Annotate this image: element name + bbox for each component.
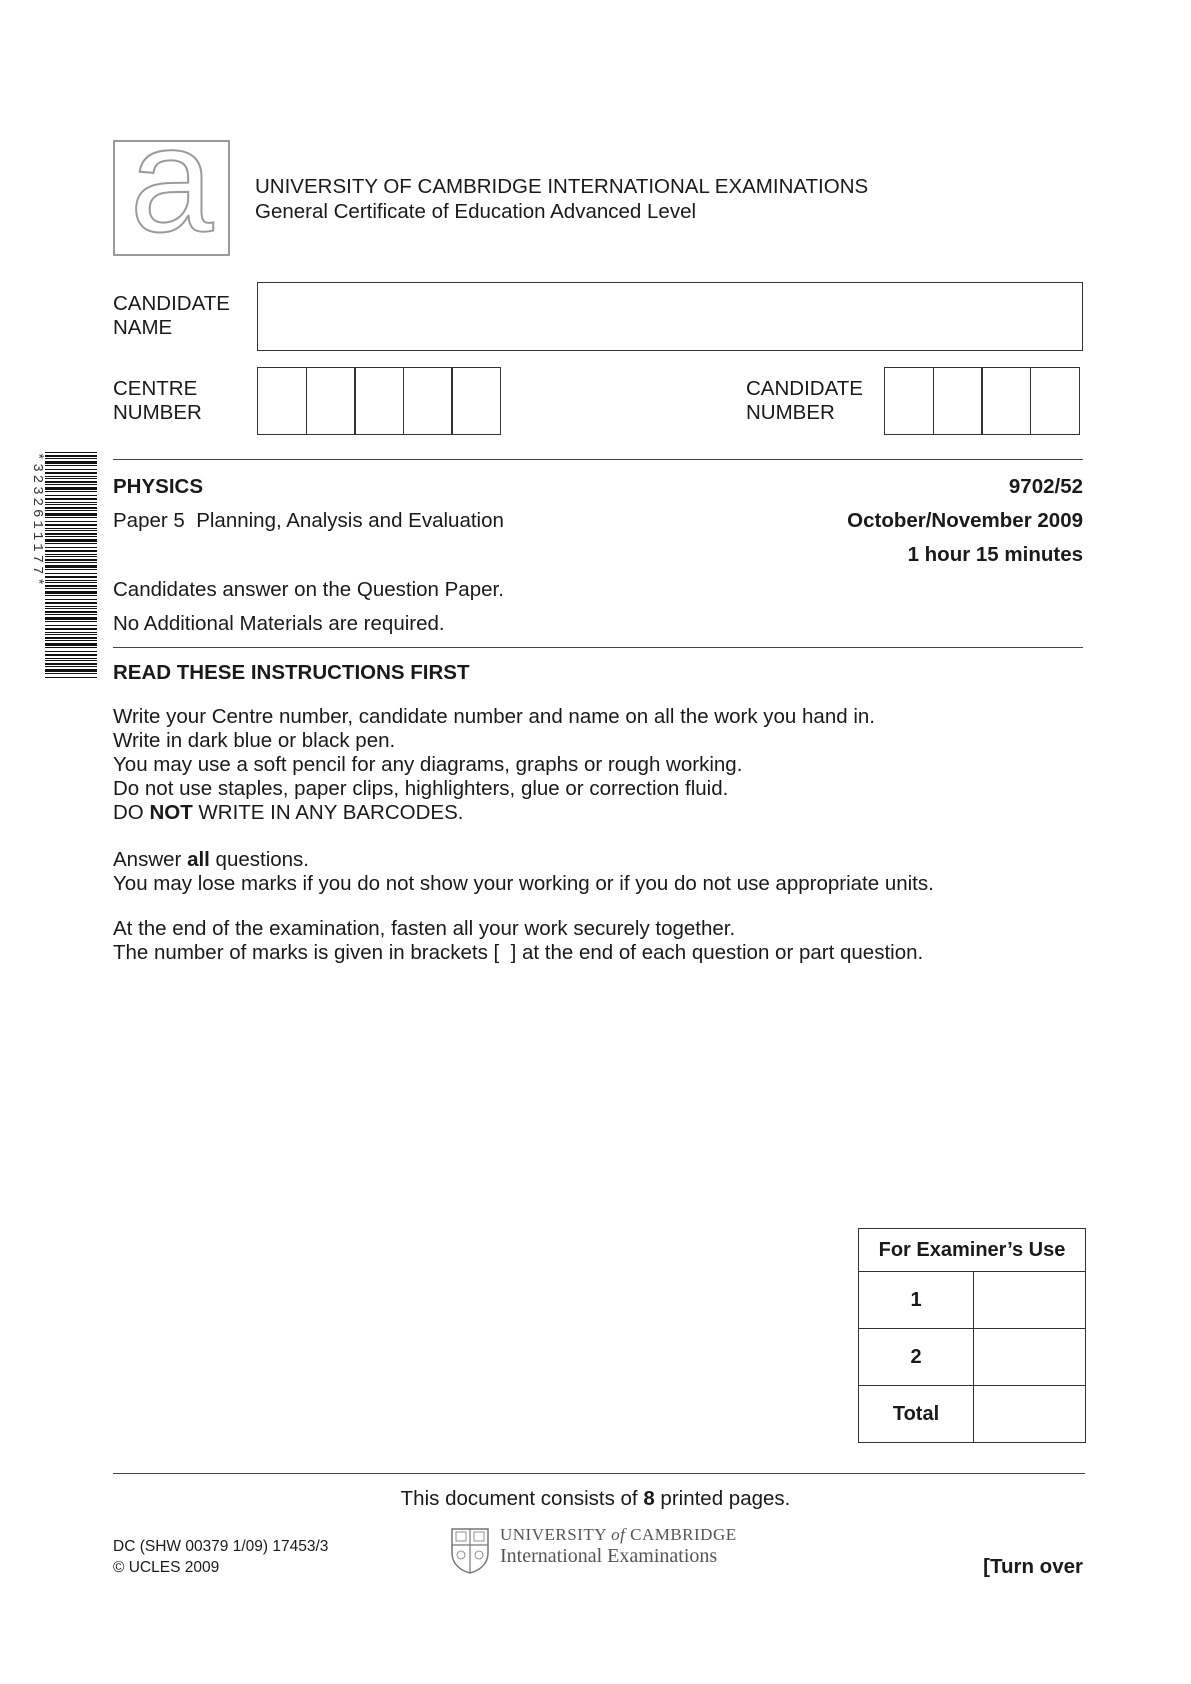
centre-number-label: CENTRE NUMBER — [113, 377, 202, 424]
barcode-bar — [45, 628, 97, 630]
barcode-bar — [45, 606, 97, 607]
digit-cell[interactable] — [403, 367, 453, 435]
barcode-bar — [45, 625, 97, 626]
logo-letter: a — [129, 95, 214, 263]
barcode-bar — [45, 521, 97, 522]
university-title: UNIVERSITY OF CAMBRIDGE INTERNATIONAL EXAMINATIONS — [255, 175, 869, 198]
digit-cell[interactable] — [884, 367, 934, 435]
question-number: 2 — [859, 1329, 974, 1386]
barcode-bar — [45, 654, 97, 656]
barcode-graphic — [45, 452, 97, 682]
barcode-bar — [45, 640, 97, 641]
barcode-bar — [45, 677, 97, 678]
barcode-bar — [45, 465, 97, 466]
digit-cell[interactable] — [933, 367, 983, 435]
barcode-bar — [45, 673, 97, 674]
barcode-bar — [45, 502, 97, 503]
barcode-bar — [45, 595, 97, 596]
cambridge-crest-icon — [450, 1527, 490, 1575]
barcode-bar — [45, 634, 97, 635]
candidate-name-label: CANDIDATE NAME — [113, 292, 230, 339]
barcode-bar — [45, 666, 97, 667]
answer-location: Candidates answer on the Question Paper. — [113, 578, 504, 601]
barcode-bar — [45, 510, 97, 511]
barcode-bar — [45, 565, 97, 568]
barcode-bar — [45, 658, 97, 659]
barcode-bar — [45, 517, 97, 518]
barcode-bar — [45, 651, 97, 652]
paper-code: 9702/52 — [1008, 475, 1083, 498]
candidate-number-field[interactable] — [884, 367, 1080, 435]
barcode-bar — [45, 591, 97, 594]
barcode-bar — [45, 576, 97, 578]
barcode-bar — [45, 569, 97, 570]
barcode-bar — [45, 632, 97, 633]
instructions-block-2: Answer all questions. You may lose marks if you do not show your working or if you do not use appropriate units. — [113, 848, 934, 895]
barcode-bar — [45, 602, 97, 604]
mark-cell[interactable] — [974, 1329, 1086, 1386]
ucie-wordmark: UNIVERSITY of CAMBRIDGE International Examinations — [500, 1525, 737, 1567]
instructions-block-3: At the end of the examination, fasten all your work securely together. The number of marks is given in brackets [ ] at the end of each question or part question. — [113, 917, 924, 964]
barcode-bar — [45, 539, 97, 542]
mark-cell[interactable] — [974, 1272, 1086, 1329]
examiner-table-title: For Examiner’s Use — [859, 1229, 1086, 1272]
barcode-bar — [45, 507, 97, 509]
barcode-bar — [45, 663, 97, 665]
divider — [113, 647, 1083, 648]
barcode-bar — [45, 528, 97, 529]
page-count: This document consists of 8 printed pages. — [400, 1487, 791, 1510]
barcode-bar — [45, 481, 97, 483]
exam-session: October/November 2009 — [847, 509, 1083, 532]
barcode-bar — [45, 556, 97, 557]
barcode-bar — [45, 458, 97, 459]
barcode-bar — [45, 580, 97, 581]
digit-cell[interactable] — [981, 367, 1031, 435]
barcode-bar — [45, 547, 97, 548]
barcode-bar — [45, 550, 97, 552]
barcode-bar — [45, 530, 97, 531]
examiner-use-table — [858, 1228, 1086, 1443]
divider — [113, 459, 1083, 460]
turn-over: [Turn over — [983, 1555, 1083, 1578]
instructions-block-1: Write your Centre number, candidate number and name on all the work you hand in. Write in dark blue or black pen. You may use a soft pencil for any diagrams, graphs or rough working. Do not use staples, paper clips, highlighters, glue or correction fluid. DO NOT WRITE IN ANY BARCODES. — [113, 705, 875, 824]
divider — [113, 1473, 1085, 1474]
digit-cell[interactable] — [306, 367, 356, 435]
barcode-bar — [45, 637, 97, 639]
barcode-bar — [45, 455, 97, 457]
materials-note: No Additional Materials are required. — [113, 612, 445, 635]
barcode-bar — [45, 582, 97, 583]
barcode-bar — [45, 543, 97, 544]
barcode-bar — [45, 617, 97, 620]
barcode-bar — [45, 573, 97, 574]
digit-cell[interactable] — [257, 367, 307, 435]
barcode-bar — [45, 621, 97, 622]
barcode-bar — [45, 513, 97, 516]
digit-cell[interactable] — [1030, 367, 1080, 435]
barcode-bar — [45, 495, 97, 496]
barcode-bar — [45, 585, 97, 587]
total-cell[interactable] — [974, 1386, 1086, 1443]
paper-title: Paper 5 Planning, Analysis and Evaluation — [113, 509, 504, 532]
barcode-bar — [45, 599, 97, 600]
digit-cell[interactable] — [354, 367, 404, 435]
barcode-number: *3232611177* — [29, 452, 45, 589]
barcode-bar — [45, 559, 97, 561]
barcode-bar — [45, 461, 97, 464]
barcode-bar — [45, 469, 97, 470]
barcode-bar — [45, 533, 97, 535]
digit-cell[interactable] — [451, 367, 501, 435]
barcode-bar — [45, 487, 97, 490]
barcode-bar — [45, 504, 97, 505]
exam-board-logo — [113, 95, 230, 263]
barcode-bar — [45, 611, 97, 613]
barcode-bar — [45, 478, 97, 479]
exam-duration: 1 hour 15 minutes — [907, 543, 1083, 566]
barcode-bar — [45, 608, 97, 609]
barcode-bar — [45, 476, 97, 477]
barcode-bar — [45, 643, 97, 646]
barcode-bar — [45, 524, 97, 526]
barcode-bar — [45, 498, 97, 500]
barcode-bar — [45, 588, 97, 589]
question-number: 1 — [859, 1272, 974, 1329]
barcode-bar — [45, 660, 97, 661]
barcode-bar — [45, 452, 97, 453]
barcode-bar — [45, 472, 97, 474]
subject: PHYSICS — [113, 475, 203, 498]
total-label: Total — [859, 1386, 974, 1443]
candidate-name-field[interactable] — [257, 282, 1083, 351]
barcode-bar — [45, 491, 97, 492]
barcode-bar — [45, 536, 97, 537]
barcode-bar — [45, 669, 97, 672]
document-reference: DC (SHW 00379 1/09) 17453/3 © UCLES 2009 — [113, 1538, 329, 1576]
candidate-number-label: CANDIDATE NUMBER — [746, 377, 863, 424]
qualification-title: General Certificate of Education Advanced Level — [255, 200, 697, 223]
centre-number-field[interactable] — [257, 367, 501, 435]
instructions-heading: READ THESE INSTRUCTIONS FIRST — [113, 661, 470, 684]
barcode-bar — [45, 647, 97, 648]
barcode-bar — [45, 562, 97, 563]
barcode-bar — [45, 484, 97, 485]
barcode-bar — [45, 554, 97, 555]
barcode-bar — [45, 614, 97, 615]
